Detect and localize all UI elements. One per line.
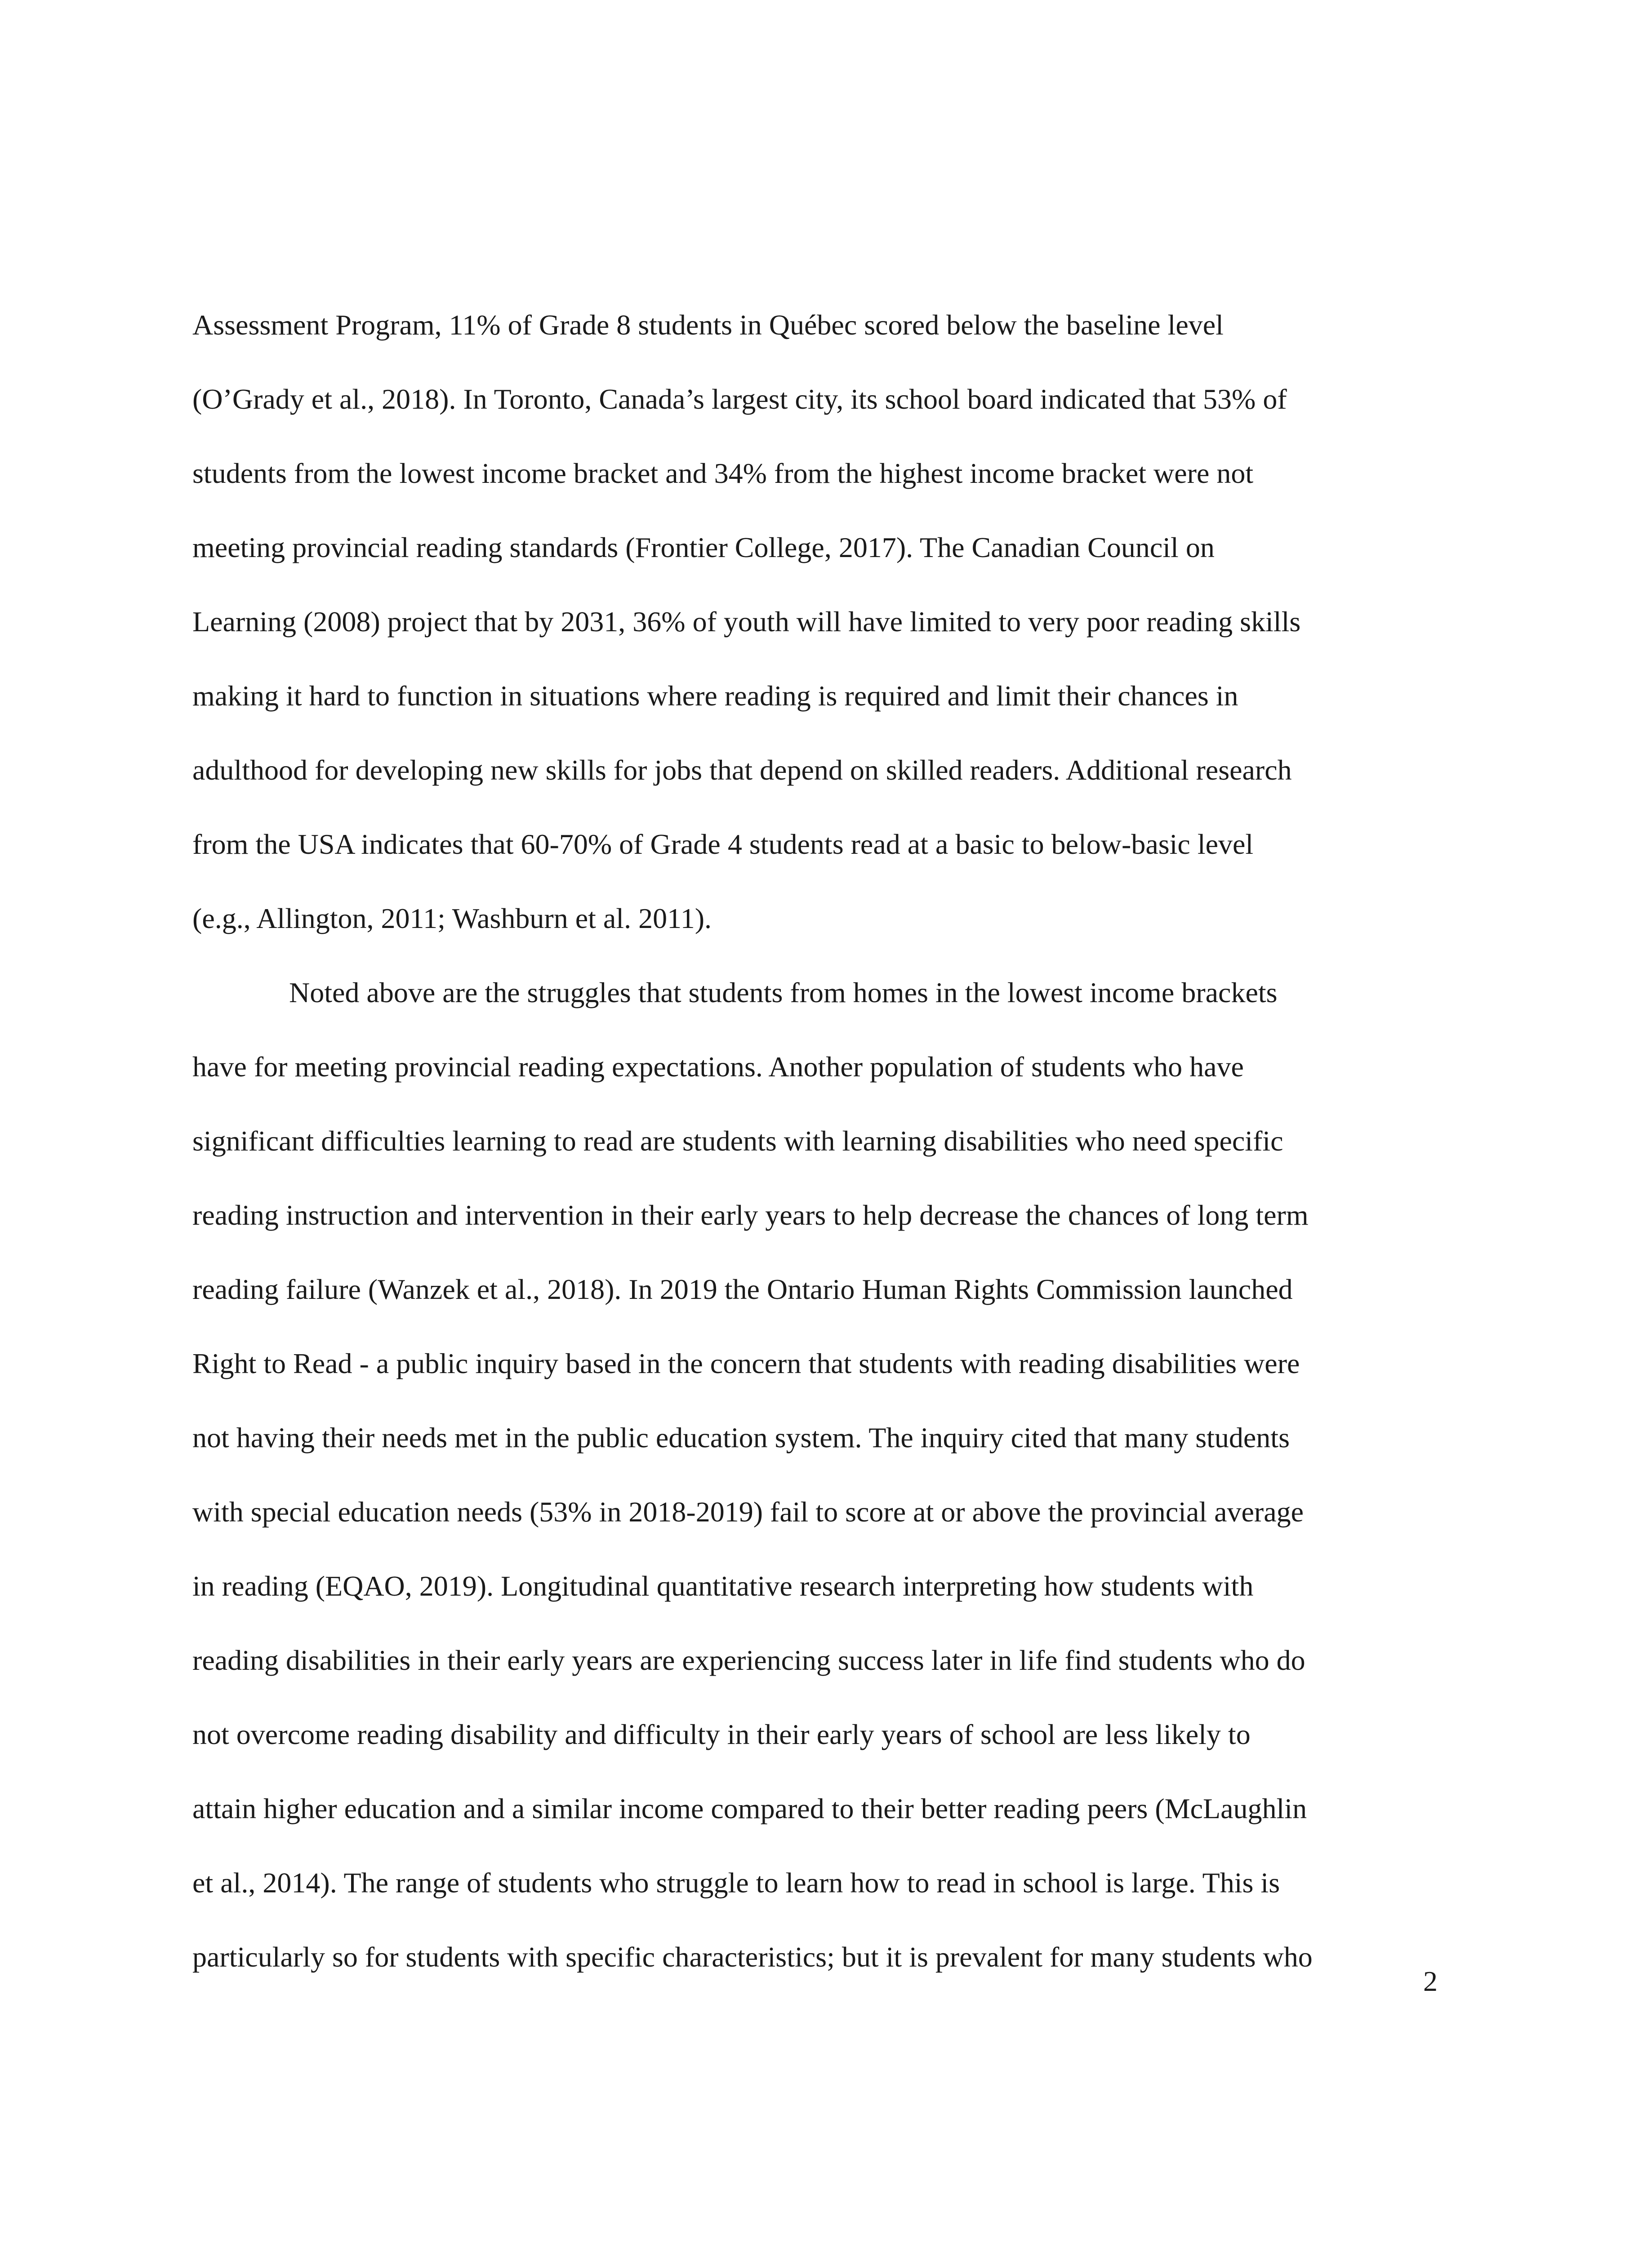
- paragraph-1-line-8: from the USA indicates that 60-70% of Grade 4 students read at a basic to below-basic level: [192, 828, 1254, 860]
- paragraph-2-line-3: significant difficulties learning to read are students with learning disabilities who need specific: [192, 1125, 1283, 1157]
- paragraph-2-line-1: Noted above are the struggles that students from homes in the lowest income brackets: [289, 977, 1278, 1008]
- page-number: 2: [1423, 1965, 1438, 1997]
- paragraph-1-line-7: adulthood for developing new skills for jobs that depend on skilled readers. Additional research: [192, 754, 1292, 786]
- paragraph-1-line-4: meeting provincial reading standards (Frontier College, 2017). The Canadian Council on: [192, 531, 1215, 563]
- paragraph-2-line-12: attain higher education and a similar income compared to their better reading peers (McLaughlin: [192, 1793, 1307, 1824]
- paragraph-2-line-5: reading failure (Wanzek et al., 2018). In 2019 the Ontario Human Rights Commission launched: [192, 1273, 1293, 1305]
- paragraph-1-line-1: Assessment Program, 11% of Grade 8 students in Québec scored below the baseline level: [192, 309, 1224, 341]
- body-text: [192, 288, 1438, 1994]
- paragraph-2-line-8: with special education needs (53% in 2018-2019) fail to score at or above the provincial average: [192, 1496, 1304, 1528]
- paragraph-1-line-3: students from the lowest income bracket and 34% from the highest income bracket were not: [192, 457, 1254, 489]
- paragraph-1-line-9: (e.g., Allington, 2011; Washburn et al. 2011).: [192, 902, 712, 934]
- paragraph-2-line-2: have for meeting provincial reading expectations. Another population of students who have: [192, 1051, 1244, 1083]
- paragraph-2-line-6: Right to Read - a public inquiry based in the concern that students with reading disabilities were: [192, 1347, 1300, 1379]
- paragraph-1-line-5: Learning (2008) project that by 2031, 36% of youth will have limited to very poor reading skills: [192, 606, 1301, 638]
- paragraph-2-line-4: reading instruction and intervention in their early years to help decrease the chances of long term: [192, 1199, 1309, 1231]
- paragraph-1-line-6: making it hard to function in situations where reading is required and limit their chances in: [192, 680, 1238, 712]
- paragraph-2-line-13: et al., 2014). The range of students who struggle to learn how to read in school is large. This is: [192, 1867, 1280, 1899]
- paragraph-2-line-10: reading disabilities in their early years are experiencing success later in life find students who do: [192, 1644, 1305, 1676]
- paragraph-2-line-14: particularly so for students with specific characteristics; but it is prevalent for many students who: [192, 1941, 1313, 1973]
- paragraph-2-line-7: not having their needs met in the public education system. The inquiry cited that many students: [192, 1422, 1290, 1454]
- paragraph-2-line-11: not overcome reading disability and difficulty in their early years of school are less likely to: [192, 1718, 1251, 1750]
- paragraph-1-line-2: (O’Grady et al., 2018). In Toronto, Canada’s largest city, its school board indicated that 53% of: [192, 383, 1287, 415]
- paragraph-2-line-9: in reading (EQAO, 2019). Longitudinal quantitative research interpreting how students with: [192, 1570, 1254, 1602]
